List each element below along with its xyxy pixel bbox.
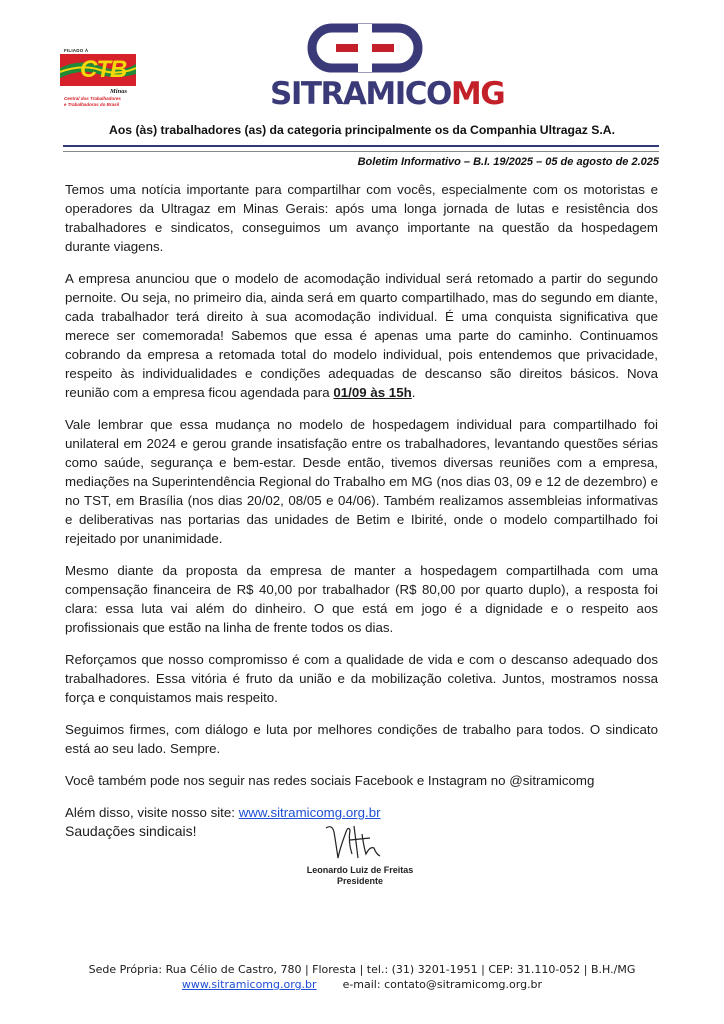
union-name [270, 76, 505, 112]
paragraph-2 [65, 269, 658, 402]
letter-body [65, 180, 658, 854]
paragraph-5: Reforçamos que nosso compromisso é com a qualidade de vida e com o descanso adequado dos trabalhadores. Essa vitória é fruto da união e da mobilização coletiva. Juntos, mostramos nossa força e conquistamos mais respeito. [65, 652, 658, 705]
union-name-main: SITRAMICO [270, 76, 451, 112]
paragraph-social: Você também pode nos seguir nas redes sociais Facebook e Instagram no @sitramicomg [65, 773, 595, 788]
header-rule-thin [63, 151, 659, 152]
footer [40, 962, 684, 992]
ctb-subtitle-2: e Trabalhadoras do Brasil [64, 102, 120, 107]
paragraph-4: Mesmo diante da proposta da empresa de manter a hospedagem compartilhada com uma compensação financeira de R$ 40,00 por trabalhador (R$ 80,00 por quarto duplo), a resposta foi clara: essa luta vai além do dinheiro. O que está em jogo é a dignidade e o respeito aos profissionais que estão na linha de frente todos os dias. [65, 563, 658, 635]
footer-site-link[interactable]: www.sitramicomg.org.br [181, 978, 317, 991]
footer-email: e-mail: contato@sitramicomg.org.br [342, 978, 543, 991]
signer-name: Leonardo Luiz de Freitas [306, 865, 414, 875]
paragraph-3: Vale lembrar que essa mudança no modelo de hospedagem individual para compartilhado foi unilateral em 2024 e gerou grande insatisfação entre os trabalhadores, levantando questões sérias como saúde, segurança e bem-estar. Desde então, tivemos diversas reuniões com a empresa, mediações na Superintendência Regional do Trabalho em MG (nos dias 03, 09 e 12 de dezembro) e no TST, em Brasília (nos dias 20/02, 08/05 e 04/06). Também realizamos assembleias informativas e deliberativas nas portarias das unidades de Betim e Ibirité, onde o modelo compartilhado foi rejeitado por unanimidade. [65, 417, 658, 546]
site-link[interactable]: www.sitramicomg.org.br [238, 805, 381, 820]
paragraph-2-text: A empresa anunciou que o modelo de acomodação individual será retomado a partir do segundo pernoite. Ou seja, no primeiro dia, ainda será em quarto compartilhado, mas do segundo em diante, cada trabalhador terá direito à sua acomodação individual. É uma conquista significativa que merece ser comemorada! Sabemos que essa é apenas uma parte do caminho. Continuamos cobrando da empresa a retomada total do modelo individual, pois entendemos que privacidade, respeito às individualidades e condições adequadas de descanso são direitos básicos. Nova reunião com a empresa ficou agendada para [65, 271, 658, 400]
headline: Aos (às) trabalhadores (as) da categoria principalmente os da Companhia Ultragaz S.A. [109, 123, 615, 137]
paragraph-6: Seguimos firmes, com diálogo e luta por melhores condições de trabalho para todos. O sindicato está ao seu lado. Sempre. [65, 722, 658, 756]
meeting-date: 01/09 às 15h [333, 385, 412, 400]
paragraph-2-end: . [411, 385, 416, 400]
ctb-top-text: FILIADO À [64, 48, 89, 53]
ctb-subtitle-1: Central dos Trabalhadores [64, 96, 121, 101]
footer-address: Sede Própria: Rua Célio de Castro, 780 | Floresta | tel.: (31) 3201-1951 | CEP: 31.110-052 | B.H./MG [88, 963, 636, 976]
ctb-flag [60, 54, 136, 86]
ctb-name: CTB [80, 56, 127, 83]
handwritten-signature [318, 818, 398, 866]
union-logo [270, 20, 505, 112]
paragraph-1: Temos uma notícia importante para compartilhar com vocês, especialmente com os motoristas e operadores da Ultragaz em Minas Gerais: após uma longa jornada de lutas e resistência dos trabalhadores e sindicatos, conseguimos um avanço importante na questão da hospedagem durante viagens. [65, 182, 658, 254]
bulletin-reference: Boletim Informativo – B.I. 19/2025 – 05 de agosto de 2.025 [357, 156, 659, 168]
header-rule [63, 145, 659, 147]
signer-role: Presidente [336, 876, 384, 886]
site-label: Além disso, visite nosso site: [65, 805, 235, 820]
ctb-logo [60, 48, 144, 110]
union-name-suffix: MG [450, 76, 505, 112]
signer-block [300, 865, 420, 887]
closing: Saudações sindicais! [65, 823, 197, 839]
footer-contact [40, 977, 684, 992]
ctb-region: Minas [110, 88, 127, 95]
union-emblem-icon [270, 20, 460, 76]
